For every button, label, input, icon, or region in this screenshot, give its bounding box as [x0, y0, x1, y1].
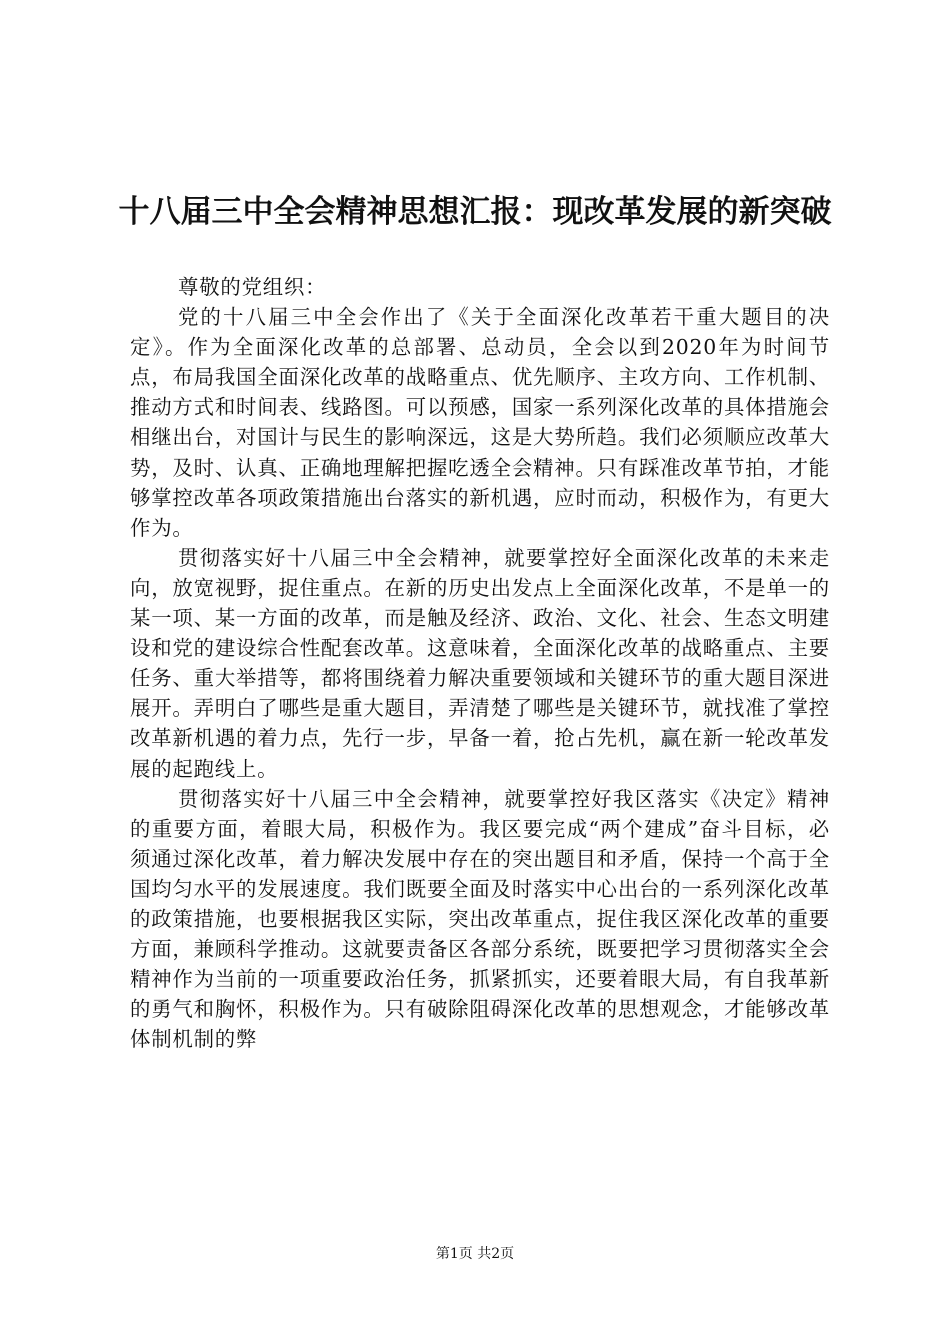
page-indicator: 第1页 共2页: [435, 1246, 515, 1262]
document-title: 十八届三中全会精神思想汇报：现改革发展的新突破: [118, 194, 832, 230]
paragraph-3: 贯彻落实好十八届三中全会精神，就要掌控好我区落实《决定》精神的重要方面，着眼大局，积极作为。我区要完成“两个建成”奋斗目标，必须通过深化改革，着力解决发展中存在的突出题目和矛盾，保持一个高于全国均匀水平的发展速度。我们既要全面及时落实中心出台的一系列深化改革的政策措施，也要根据我区实际，突出改革重点，捉住我区深化改革的重要方面，兼顾科学推动。这就要责备区各部分系统，既要把学习贯彻落实全会精神作为当前的一项重要政治任务，抓紧抓实，还要着眼大局，有自我革新的勇气和胸怀，积极作为。只有破除阻碍深化改革的思想观念，才能够改革体制机制的弊: [130, 786, 830, 1052]
paragraph-1: 党的十八届三中全会作出了《关于全面深化改革若干重大题目的决定》。作为全面深化改革的总部署、总动员，全会以到2020年为时间节点，布局我国全面深化改革的战略重点、优先顺序、主攻方向、工作机制、推动方式和时间表、线路图。可以预感，国家一系列深化改革的具体措施会相继出台，对国计与民生的影响深远，这是大势所趋。我们必须顺应改革大势，及时、认真、正确地理解把握吃透全会精神。只有踩准改革节拍，才能够掌控改革各项政策措施出台落实的新机遇，应时而动，积极作为，有更大作为。: [130, 305, 830, 540]
salutation: 尊敬的党组织：: [178, 275, 327, 299]
document-body: [130, 272, 830, 1054]
paragraph-2: 贯彻落实好十八届三中全会精神，就要掌控好全面深化改革的未来走向，放宽视野，捉住重点。在新的历史出发点上全面深化改革，不是单一的某一项、某一方面的改革，而是触及经济、政治、文化、社会、生态文明建设和党的建设综合性配套改革。这意味着，全面深化改革的战略重点、主要任务、重大举措等，都将围绕着力解决重要领域和关键环节的重大题目深进展开。弄明白了哪些是重大题目，弄清楚了哪些是关键环节，就找准了掌控改革新机遇的着力点，先行一步，早备一着，抢占先机，赢在新一轮改革发展的起跑线上。: [130, 545, 830, 781]
